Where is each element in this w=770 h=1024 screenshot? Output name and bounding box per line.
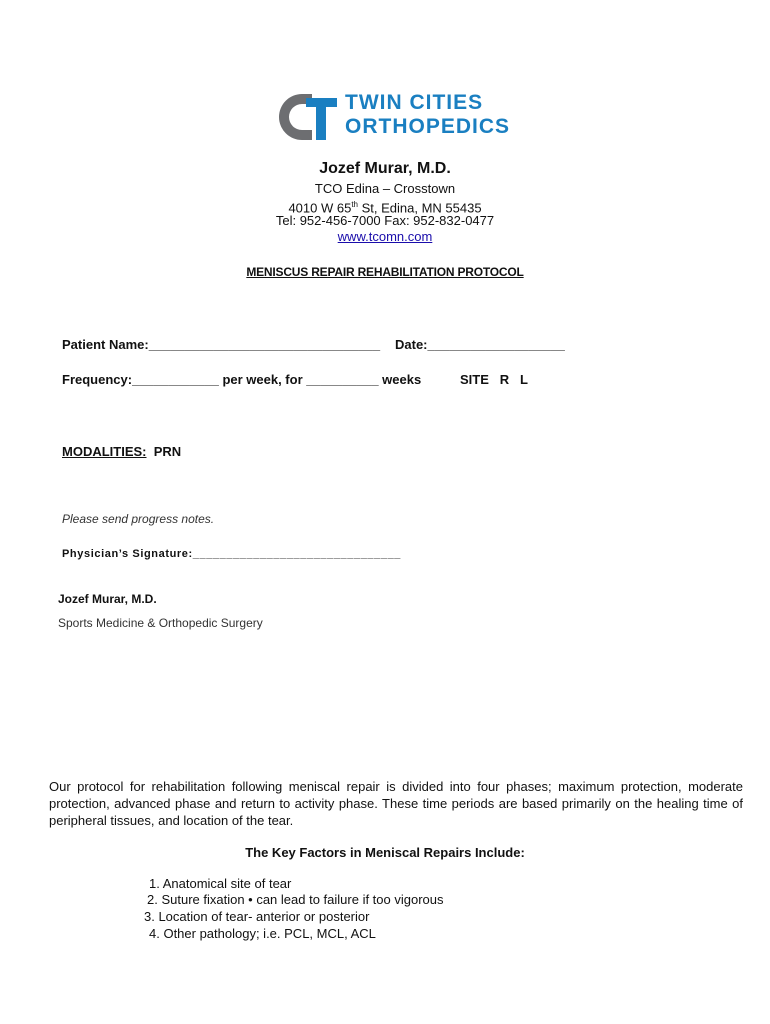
tco-logo: [278, 92, 518, 142]
intro-paragraph: Our protocol for rehabilitation following meniscal repair is divided into four phases; maximum protection, moderate protection, advanced phase and return to activity phase. These time periods are based primarily on the healing time of peripheral tissues, and location of the tear.: [49, 779, 743, 828]
list-item: 2. Suture fixation • can lead to failure if too vigorous: [147, 892, 444, 907]
progress-notes-instruction: Please send progress notes.: [62, 512, 215, 526]
patient-name-field[interactable]: Patient Name:________________________________: [62, 337, 381, 352]
address-superscript: th: [351, 200, 358, 209]
protocol-title: MENISCUS REPAIR REHABILITATION PROTOCOL: [246, 265, 524, 279]
site-selector[interactable]: SITE R L: [460, 372, 528, 387]
modalities-line: [62, 444, 181, 459]
address-rest: St, Edina, MN 55435: [357, 200, 482, 216]
list-item: 4. Other pathology; i.e. PCL, MCL, ACL: [149, 926, 376, 941]
modalities-value: PRN: [153, 444, 182, 459]
signoff-specialty: Sports Medicine & Orthopedic Surgery: [58, 616, 263, 630]
frequency-field[interactable]: Frequency:____________ per week, for __________ weeks: [62, 372, 422, 387]
modalities-label: MODALITIES:: [62, 444, 147, 459]
list-item: 1. Anatomical site of tear: [149, 876, 292, 891]
clinic-name: TCO Edina – Crosstown: [314, 181, 456, 196]
signoff-doctor-name: Jozef Murar, M.D.: [58, 592, 157, 606]
doctor-name-heading: Jozef Murar, M.D.: [319, 160, 451, 177]
tco-logo-mark-icon: [278, 92, 340, 142]
physician-signature-field[interactable]: Physician’s Signature:_______________________________: [62, 548, 402, 560]
logo-text-line2: ORTHOPEDICS: [345, 115, 511, 138]
clinic-phone-fax: Tel: 952-456-7000 Fax: 952-832-0477: [275, 213, 495, 228]
clinic-website: [0, 229, 770, 245]
website-link[interactable]: www.tcomn.com: [337, 229, 433, 244]
address-street-number: 4010 W 65: [288, 200, 352, 216]
date-field[interactable]: Date:___________________: [395, 337, 565, 352]
list-item: 3. Location of tear- anterior or posterior: [144, 909, 370, 924]
logo-text-line1: TWIN CITIES: [345, 91, 484, 114]
key-factors-title: The Key Factors in Meniscal Repairs Include:: [245, 845, 525, 860]
